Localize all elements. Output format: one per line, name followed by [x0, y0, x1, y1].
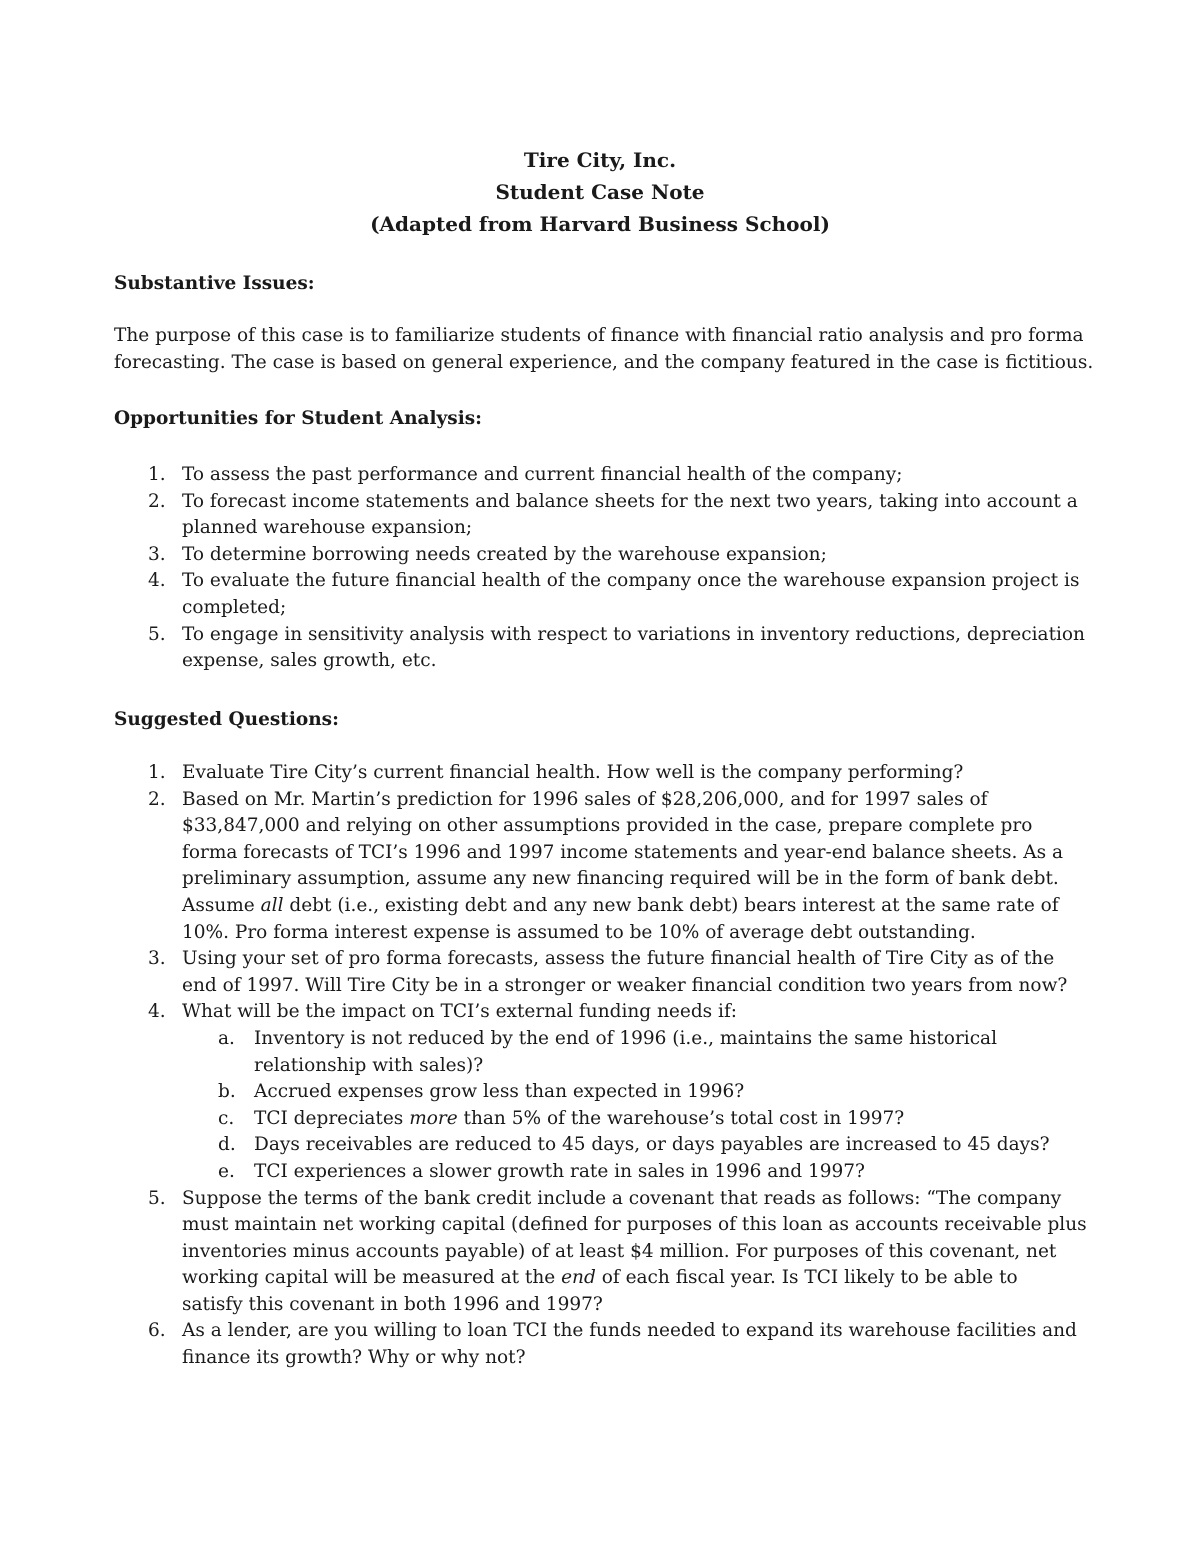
list-item-text: To engage in sensitivity analysis with respect to variations in inventory reductions, depreciation	[182, 623, 1085, 645]
list-item-text: To forecast income statements and balance sheets for the next two years, taking into account a	[182, 490, 1078, 512]
list-item	[114, 1318, 1104, 1371]
list-item	[114, 1186, 1104, 1319]
list-number: 2.	[148, 490, 166, 512]
list-item-text: Based on Mr. Martin’s prediction for 1996 sales of $28,206,000, and for 1997 sales of	[182, 788, 988, 810]
list-item-text: satisfy this covenant in both 1996 and 1997?	[182, 1293, 603, 1315]
substantive-line-1: The purpose of this case is to familiarize students of finance with financial ratio analysis and pro forma	[114, 325, 1084, 346]
sub-list-letter: d.	[218, 1134, 236, 1156]
list-item-text: Evaluate Tire City’s current financial health. How well is the company performing?	[182, 762, 964, 783]
sub-list-item	[182, 1106, 1104, 1133]
list-number: 6.	[148, 1320, 166, 1342]
sub-list-text: TCI experiences a slower growth rate in sales in 1996 and 1997?	[254, 1160, 865, 1182]
text-fragment: debt (i.e., existing debt and any new bank debt) bears interest at the same rate of	[283, 894, 1059, 916]
list-item-text: 10%. Pro forma interest expense is assumed to be 10% of average debt outstanding.	[182, 921, 976, 943]
list-item-text: To assess the past performance and current financial health of the company;	[182, 464, 903, 485]
title-source: (Adapted from Harvard Business School)	[370, 212, 830, 236]
list-item-text: What will be the impact on TCI’s external funding needs if:	[182, 1001, 738, 1023]
list-item-text: preliminary assumption, assume any new financing required will be in the form of bank debt.	[182, 868, 1059, 890]
list-item	[114, 542, 1104, 569]
list-item-text: forma forecasts of TCI’s 1996 and 1997 income statements and year-end balance sheets. As a	[182, 841, 1063, 863]
list-item-text: As a lender, are you willing to loan TCI the funds needed to expand its warehouse facilities and	[182, 1320, 1077, 1342]
list-item	[114, 946, 1104, 999]
list-number: 1.	[148, 464, 166, 485]
list-number: 2.	[148, 788, 166, 810]
list-item-text: finance its growth? Why or why not?	[182, 1347, 526, 1369]
sub-list-letter: c.	[218, 1107, 235, 1129]
emphasis-text: more	[409, 1107, 458, 1129]
sub-list-text	[254, 1106, 1104, 1133]
opportunities-list	[114, 462, 1104, 675]
list-item-text: To determine borrowing needs created by the warehouse expansion;	[182, 543, 827, 565]
sub-list-text: Inventory is not reduced by the end of 1996 (i.e., maintains the same historical	[254, 1027, 998, 1049]
text-fragment: working capital will be measured at the	[182, 1267, 562, 1289]
text-fragment: Assume	[182, 894, 261, 916]
list-item-text: Suppose the terms of the bank credit include a covenant that reads as follows: “The company	[182, 1187, 1062, 1209]
emphasis-text: all	[260, 894, 284, 916]
substantive-paragraph	[114, 323, 1104, 376]
list-number: 5.	[148, 623, 166, 645]
sub-list-letter: e.	[218, 1160, 235, 1182]
list-number: 1.	[148, 762, 166, 783]
sub-list-item	[182, 1132, 1104, 1159]
sub-list-text: relationship with sales)?	[254, 1054, 484, 1076]
list-item	[114, 462, 1104, 489]
sub-list-item	[182, 1159, 1104, 1186]
document-title	[0, 144, 1200, 240]
heading-substantive-issues: Substantive Issues:	[114, 273, 315, 294]
list-number: 3.	[148, 948, 166, 970]
list-item	[114, 787, 1104, 947]
list-number: 4.	[148, 1001, 166, 1023]
list-item-text	[182, 893, 1104, 920]
sub-list-letter: b.	[218, 1081, 236, 1103]
heading-suggested-questions: Suggested Questions:	[114, 709, 339, 730]
list-item	[114, 999, 1104, 1185]
sub-list-item	[182, 1026, 1104, 1079]
list-item-text: end of 1997. Will Tire City be in a stronger or weaker financial condition two years from now?	[182, 974, 1068, 996]
sub-list	[182, 1026, 1104, 1186]
sub-list-letter: a.	[218, 1027, 235, 1049]
list-item	[114, 622, 1104, 675]
title-subtitle: Student Case Note	[495, 180, 705, 204]
list-item-text: $33,847,000 and relying on other assumptions provided in the case, prepare complete pro	[182, 815, 1033, 837]
list-item-text	[182, 1265, 1104, 1292]
list-item-text: inventories minus accounts payable) of at least $4 million. For purposes of this covenant, net	[182, 1240, 1057, 1262]
list-item	[114, 489, 1104, 542]
list-item-text: planned warehouse expansion;	[182, 517, 473, 539]
questions-list	[114, 760, 1104, 1372]
list-item-text: To evaluate the future financial health of the company once the warehouse expansion project is	[182, 570, 1080, 592]
title-company: Tire City, Inc.	[523, 148, 677, 172]
list-item	[114, 568, 1104, 621]
list-number: 3.	[148, 543, 166, 565]
substantive-line-2: forecasting. The case is based on general experience, and the company featured in the case is fictitious.	[114, 351, 1094, 373]
list-number: 5.	[148, 1187, 166, 1209]
list-item-text: must maintain net working capital (defined for purposes of this loan as accounts receivable plus	[182, 1214, 1087, 1236]
list-item-text: completed;	[182, 596, 287, 618]
list-item-text: expense, sales growth, etc.	[182, 650, 437, 672]
text-fragment: than 5% of the warehouse’s total cost in 1997?	[457, 1107, 905, 1129]
sub-list-text: Accrued expenses grow less than expected in 1996?	[254, 1081, 745, 1103]
sub-list-item	[182, 1079, 1104, 1106]
list-item-text: Using your set of pro forma forecasts, assess the future financial health of Tire City as of the	[182, 948, 1055, 970]
sub-list-text: Days receivables are reduced to 45 days, or days payables are increased to 45 days?	[254, 1134, 1050, 1156]
text-fragment: of each fiscal year. Is TCI likely to be able to	[595, 1267, 1018, 1289]
heading-opportunities: Opportunities for Student Analysis:	[114, 408, 482, 429]
list-number: 4.	[148, 570, 166, 592]
list-item	[114, 760, 1104, 787]
text-fragment: TCI depreciates	[254, 1107, 410, 1129]
emphasis-text: end	[561, 1267, 596, 1289]
